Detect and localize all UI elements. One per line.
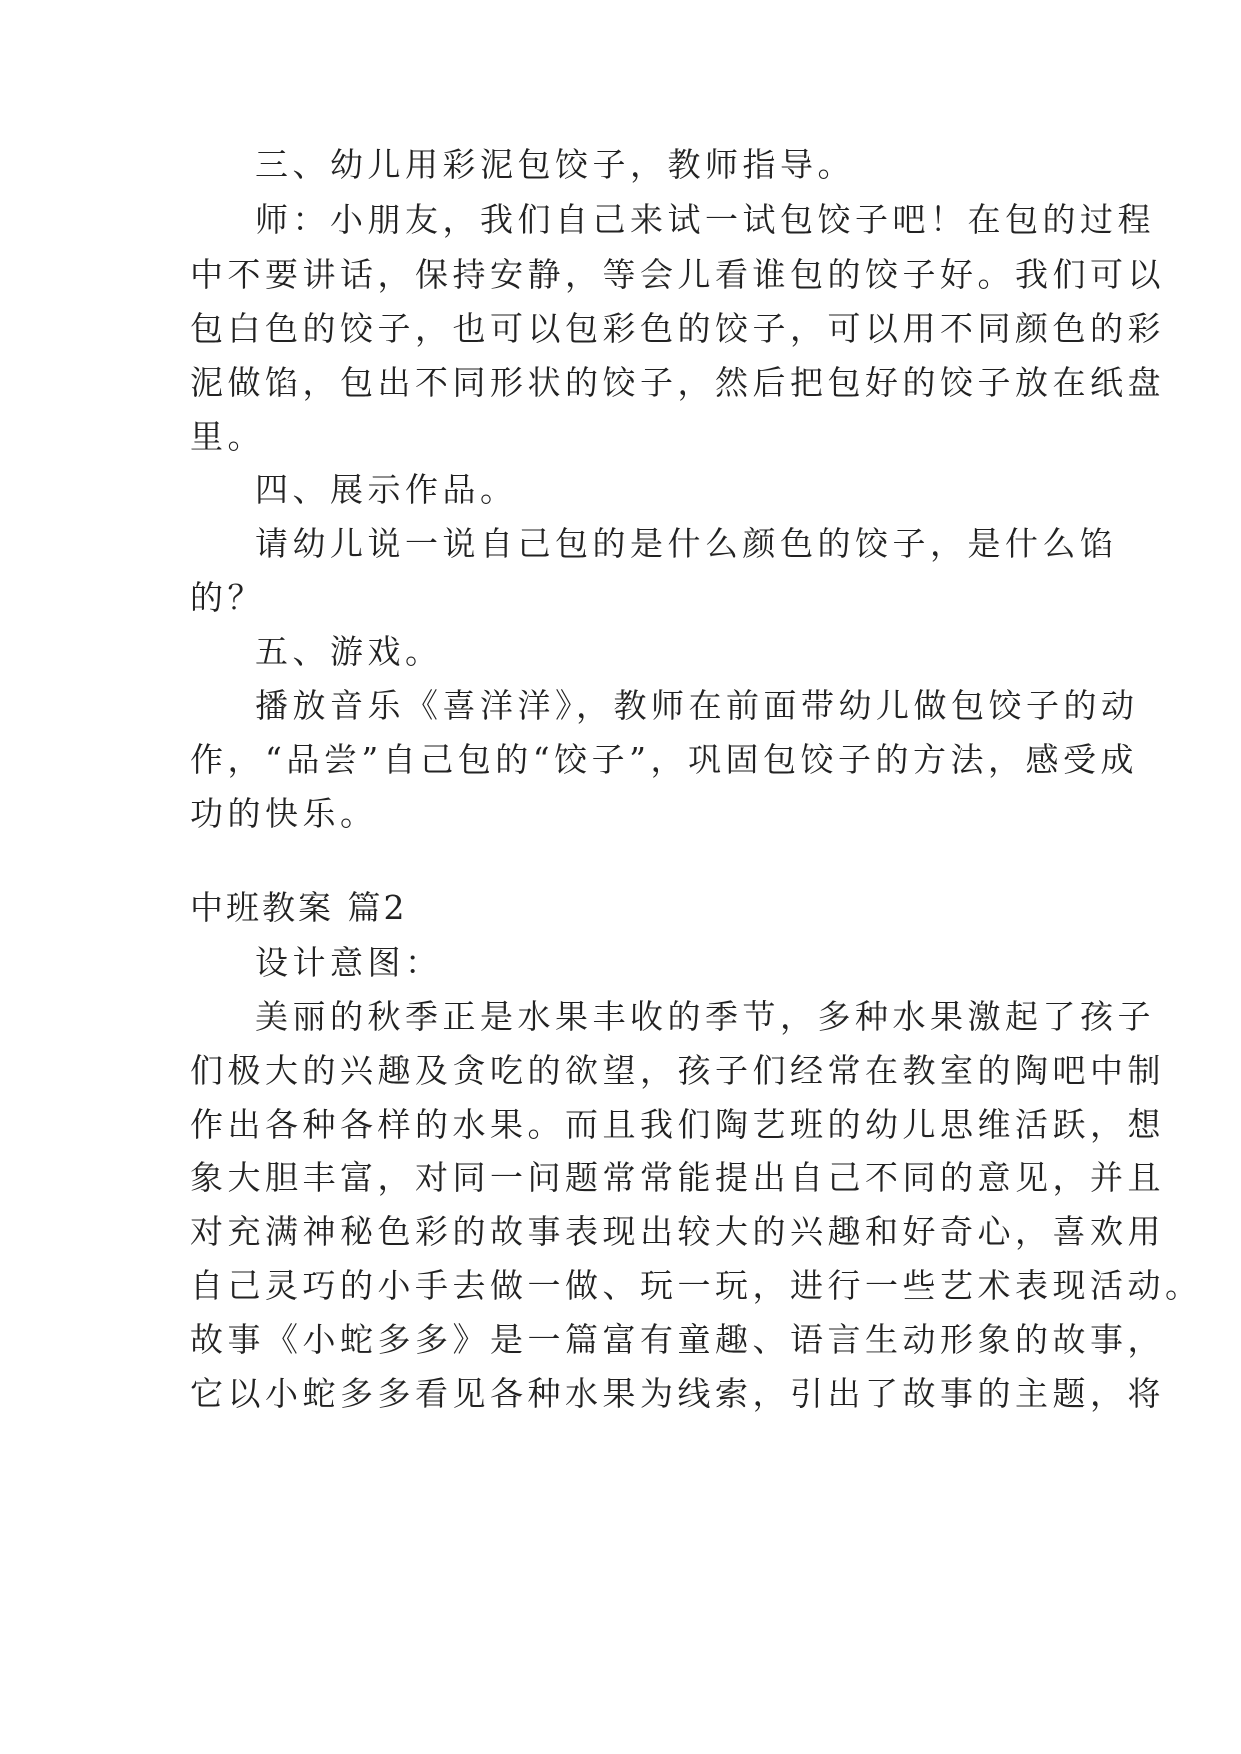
paragraph-line: 师：小朋友，我们自己来试一试包饺子吧！在包的过程: [255, 200, 1155, 239]
paragraph-line: 的？: [190, 578, 265, 617]
paragraph-line: 里。: [190, 417, 265, 456]
paragraph-line: 自己灵巧的小手去做一做、玩一玩，进行一些艺术表现活动。: [190, 1266, 1203, 1305]
paragraph-line: 它以小蛇多多看见各种水果为线索，引出了故事的主题，将: [190, 1374, 1165, 1413]
paragraph-line: 故事《小蛇多多》是一篇富有童趣、语言生动形象的故事，: [190, 1320, 1165, 1359]
paragraph-line: 中不要讲话，保持安静，等会儿看谁包的饺子好。我们可以: [190, 255, 1165, 294]
paragraph-line: 包白色的饺子，也可以包彩色的饺子，可以用不同颜色的彩: [190, 309, 1165, 348]
paragraph-line: 美丽的秋季正是水果丰收的季节，多种水果激起了孩子: [255, 997, 1155, 1036]
section-title: 中班教案 篇2: [190, 888, 408, 927]
paragraph-line: 对充满神秘色彩的故事表现出较大的兴趣和好奇心，喜欢用: [190, 1212, 1165, 1251]
heading-step-5: 五、游戏。: [255, 632, 443, 671]
paragraph-line: 作出各种各样的水果。而且我们陶艺班的幼儿思维活跃，想: [190, 1105, 1165, 1144]
paragraph-line: 功的快乐。: [190, 794, 378, 833]
design-intent-label: 设计意图：: [255, 943, 443, 982]
paragraph-line: 象大胆丰富，对同一问题常常能提出自己不同的意见，并且: [190, 1158, 1165, 1197]
heading-step-3: 三、幼儿用彩泥包饺子，教师指导。: [255, 145, 855, 184]
heading-step-4: 四、展示作品。: [255, 470, 518, 509]
paragraph-line: 们极大的兴趣及贪吃的欲望，孩子们经常在教室的陶吧中制: [190, 1051, 1165, 1090]
paragraph-line: 播放音乐《喜洋洋》，教师在前面带幼儿做包饺子的动: [255, 686, 1139, 725]
paragraph-line: 请幼儿说一说自己包的是什么颜色的饺子，是什么馅: [255, 524, 1118, 563]
paragraph-line: 泥做馅，包出不同形状的饺子，然后把包好的饺子放在纸盘: [190, 363, 1165, 402]
paragraph-line: 作，“品尝”自己包的“饺子”，巩固包饺子的方法，感受成: [190, 740, 1138, 779]
